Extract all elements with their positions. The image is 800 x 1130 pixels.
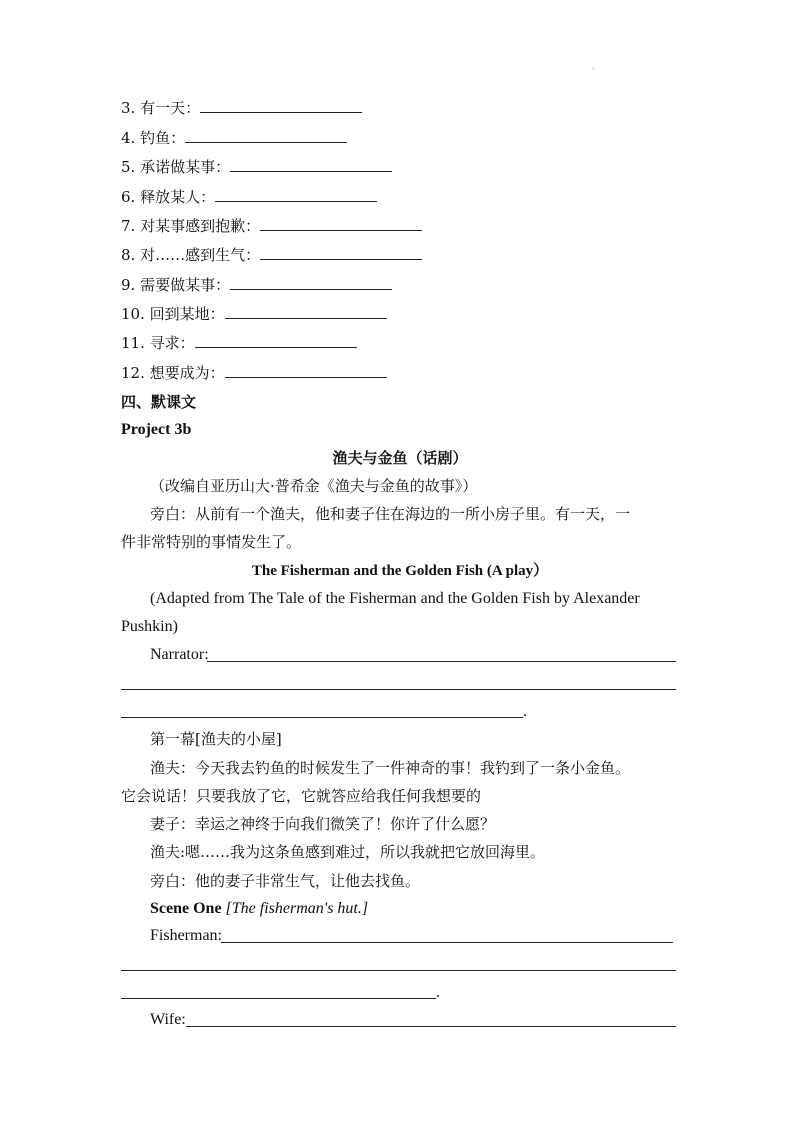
answer-blank[interactable] (225, 363, 387, 378)
phrase-number: 11. (121, 334, 145, 352)
phrase-text: 有一天： (140, 99, 201, 117)
en-adapted-note-2: Pushkin) (121, 618, 178, 635)
scene-one-heading (150, 899, 368, 919)
fisherman-blank-1[interactable] (221, 942, 673, 943)
narrator-blank-2[interactable] (121, 689, 676, 690)
phrase-text: 回到某地： (149, 305, 225, 323)
corner-mark: . (592, 62, 595, 71)
answer-blank[interactable] (185, 128, 347, 143)
phrase-number: 10. (121, 305, 145, 323)
phrase-number: 6. (121, 188, 136, 206)
phrase-number: 9. (121, 276, 136, 294)
answer-blank[interactable] (225, 304, 387, 319)
phrase-text: 钓鱼： (140, 129, 186, 147)
phrase-item-5 (121, 157, 392, 177)
phrase-number: 3. (121, 99, 136, 117)
fisherman-label: Fisherman: (150, 927, 222, 944)
wife-label: Wife: (150, 1011, 186, 1028)
answer-blank[interactable] (200, 98, 362, 113)
en-adapted-note-1: (Adapted from The Tale of the Fisherman and the Golden Fish by Alexander (150, 590, 640, 607)
cn-narration-line-1: 旁白：从前有一个渔夫，他和妻子住在海边的一所小房子里。有一天，一 (150, 505, 631, 523)
cn-narration-line-3: 旁白：他的妻子非常生气，让他去找鱼。 (150, 872, 421, 890)
phrase-item-10 (121, 304, 387, 324)
phrase-item-6 (121, 187, 377, 207)
narrator-label: Narrator: (150, 646, 209, 663)
cn-fisherman-line-1: 渔夫：今天我去钓鱼的时候发生了一件神奇的事！我钓到了一条小金鱼。 (150, 759, 631, 777)
phrase-item-8 (121, 245, 422, 265)
answer-blank[interactable] (215, 187, 377, 202)
phrase-item-4 (121, 128, 347, 148)
phrase-text: 对某事感到抱歉： (140, 217, 261, 235)
phrase-number: 12. (121, 364, 145, 382)
phrase-text: 承诺做某事： (140, 158, 231, 176)
answer-blank[interactable] (230, 275, 392, 290)
answer-blank[interactable] (260, 216, 422, 231)
phrase-number: 4. (121, 129, 136, 147)
fisherman-end-period: . (436, 984, 440, 1001)
narrator-blank-3[interactable] (121, 717, 523, 718)
narrator-blank-1[interactable] (207, 661, 676, 662)
answer-blank[interactable] (260, 245, 422, 260)
cn-fisherman-line-3: 渔夫:嗯……我为这条鱼感到难过，所以我就把它放回海里。 (150, 843, 546, 861)
fisherman-blank-2[interactable] (121, 970, 676, 971)
project-label: Project 3b (121, 421, 192, 438)
phrase-number: 5. (121, 158, 136, 176)
phrase-item-11 (121, 333, 357, 353)
cn-scene-heading: 第一幕[渔夫的小屋] (150, 730, 282, 748)
scene-one-place: [The fisherman's hut.] (225, 900, 369, 917)
answer-blank[interactable] (195, 333, 357, 348)
cn-fisherman-line-2: 它会说话！只要我放了它，它就答应给我任何我想要的 (121, 787, 482, 805)
phrase-number: 7. (121, 217, 136, 235)
phrase-number: 8. (121, 246, 136, 264)
section-heading: 四、默课文 (121, 393, 197, 411)
phrase-text: 需要做某事： (140, 276, 231, 294)
phrase-text: 寻求： (149, 334, 195, 352)
phrase-item-3 (121, 98, 362, 118)
cn-narration-line-2: 件非常特别的事情发生了。 (121, 533, 302, 551)
phrase-item-9 (121, 275, 392, 295)
phrase-item-7 (121, 216, 422, 236)
cn-adapted-note: （改编自亚历山大·普希金《渔夫与金鱼的故事》） (150, 477, 478, 495)
cn-play-title: 渔夫与金鱼（话剧） (332, 449, 468, 467)
phrase-text: 对……感到生气： (140, 246, 261, 264)
phrase-text: 想要成为： (149, 364, 225, 382)
fisherman-blank-3[interactable] (121, 998, 436, 999)
narrator-end-period: . (523, 703, 527, 720)
wife-blank-1[interactable] (186, 1026, 676, 1027)
scene-one-label: Scene One (150, 900, 222, 917)
phrase-text: 释放某人： (140, 188, 216, 206)
cn-wife-line: 妻子：幸运之神终于向我们微笑了！你许了什么愿？ (150, 815, 496, 833)
answer-blank[interactable] (230, 157, 392, 172)
en-play-title: The Fisherman and the Golden Fish (A play） (251, 563, 549, 579)
phrase-item-12 (121, 363, 387, 383)
